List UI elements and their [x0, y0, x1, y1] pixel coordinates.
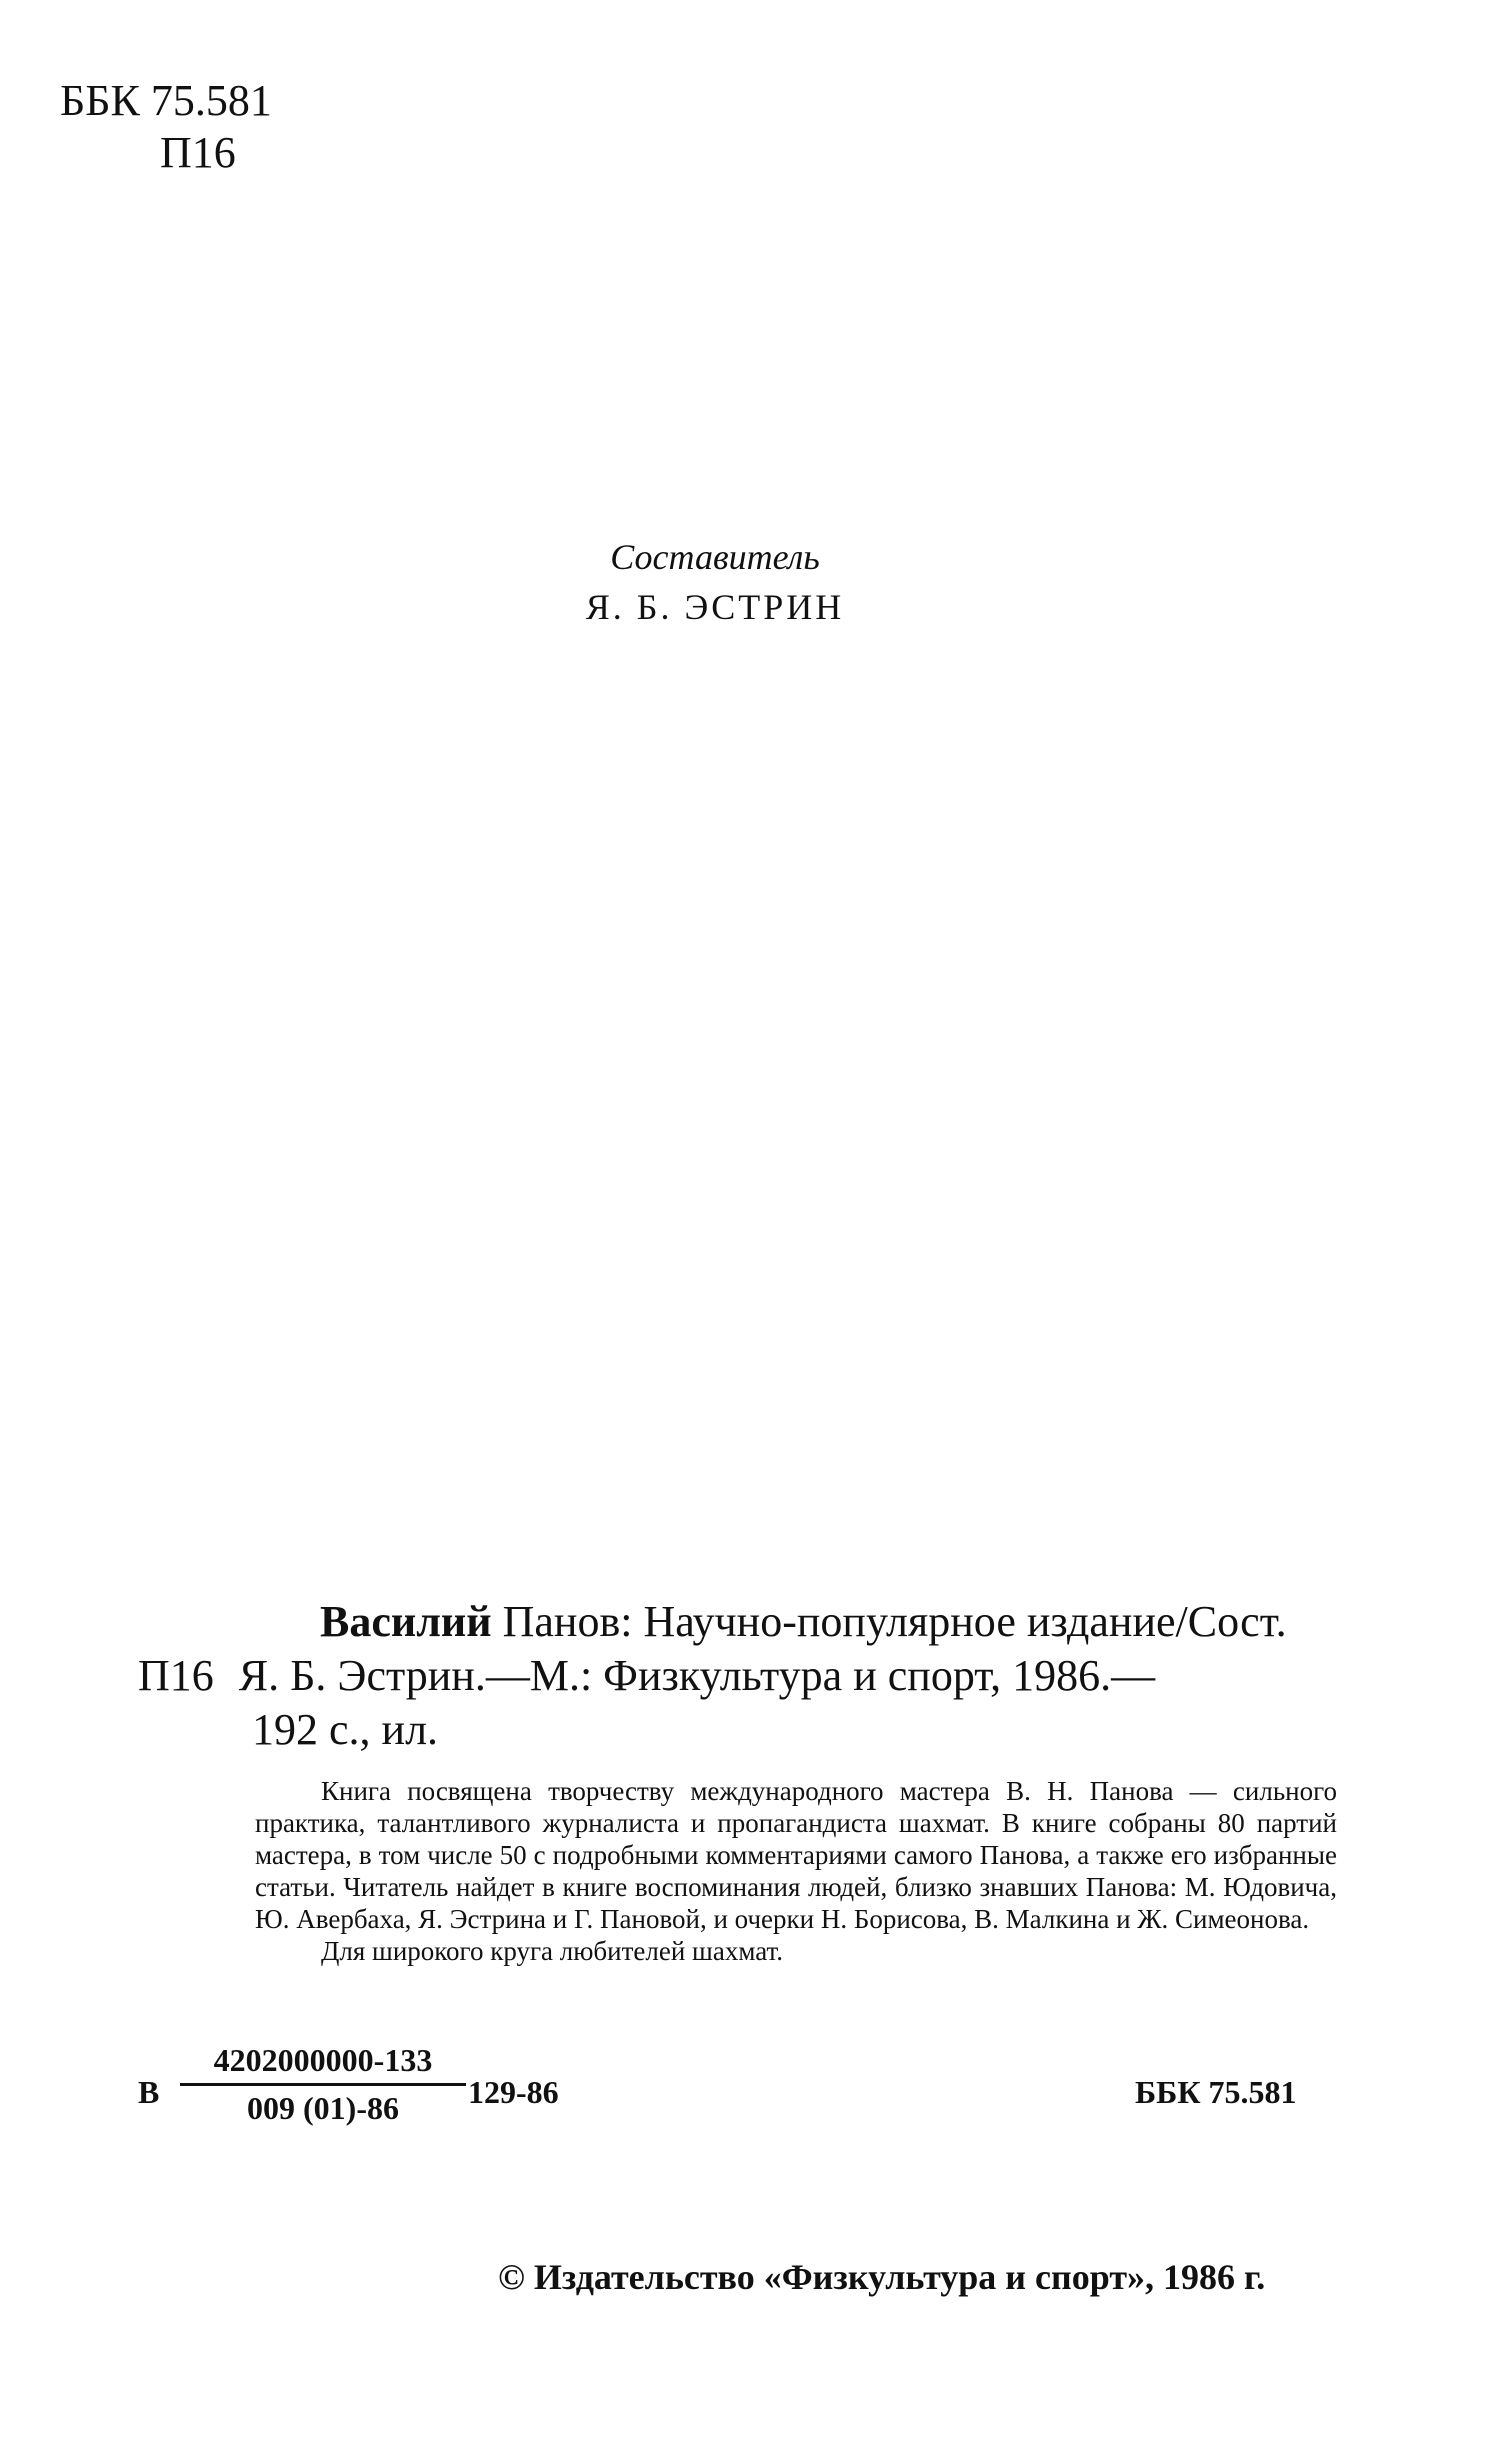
bbk-code-bottom: ББК 75.581: [1135, 2074, 1297, 2110]
catalog-code-fraction: [180, 2042, 466, 2127]
catalog-code-suffix: 129-86: [468, 2074, 559, 2110]
bib-line-2: [138, 1649, 1287, 1703]
bbk-code: ББК 75.581: [60, 76, 272, 125]
index-code: П16: [160, 128, 236, 177]
bib-line-2-text: Я. Б. Эстрин.—М.: Физкультура и спорт, 1986.—: [238, 1651, 1156, 1700]
catalog-code-numerator: 4202000000-133: [213, 2042, 433, 2078]
composer-block: [0, 532, 1430, 632]
bib-title-rest: Панов: Научно-популярное издание/Сост.: [502, 1597, 1287, 1646]
bbk-header: [60, 75, 272, 179]
annotation-paragraph-1: Книга посвящена творчеству международного мастера В. Н. Панова — сильного практика, талантливого журналиста и пропагандиста шахмат. В книге собраны 80 партий мастера, в том числе 50 с подробными комментариями самого Панова, а также его избранные статьи. Читатель найдет в книге воспоминания людей, близко знавших Панова: М. Юдовича, Ю. Авербаха, Я. Эстрина и Г. Пановой, и очерки Н. Борисова, В. Малкина и Ж. Симеонова.: [255, 1776, 1337, 1934]
composer-role: Составитель: [610, 537, 820, 577]
catalog-code-prefix: В: [138, 2074, 160, 2110]
bib-title-line: [138, 1595, 1287, 1649]
annotation-paragraph-2: Для широкого круга любителей шахмат.: [321, 1936, 784, 1966]
copyright-notice: © Издательство «Физкультура и спорт», 1986 г.: [498, 2257, 1266, 2297]
bib-index-code: П16: [138, 1651, 214, 1700]
annotation: [255, 1775, 1337, 1967]
catalog-code-denominator: 009 (01)-86: [247, 2090, 399, 2126]
bib-line-3: 192 с., ил.: [252, 1705, 439, 1754]
bib-title-bold: Василий: [320, 1597, 492, 1646]
composer-name: Я. Б. ЭСТРИН: [585, 587, 845, 627]
bibliographic-record: [138, 1595, 1287, 1757]
